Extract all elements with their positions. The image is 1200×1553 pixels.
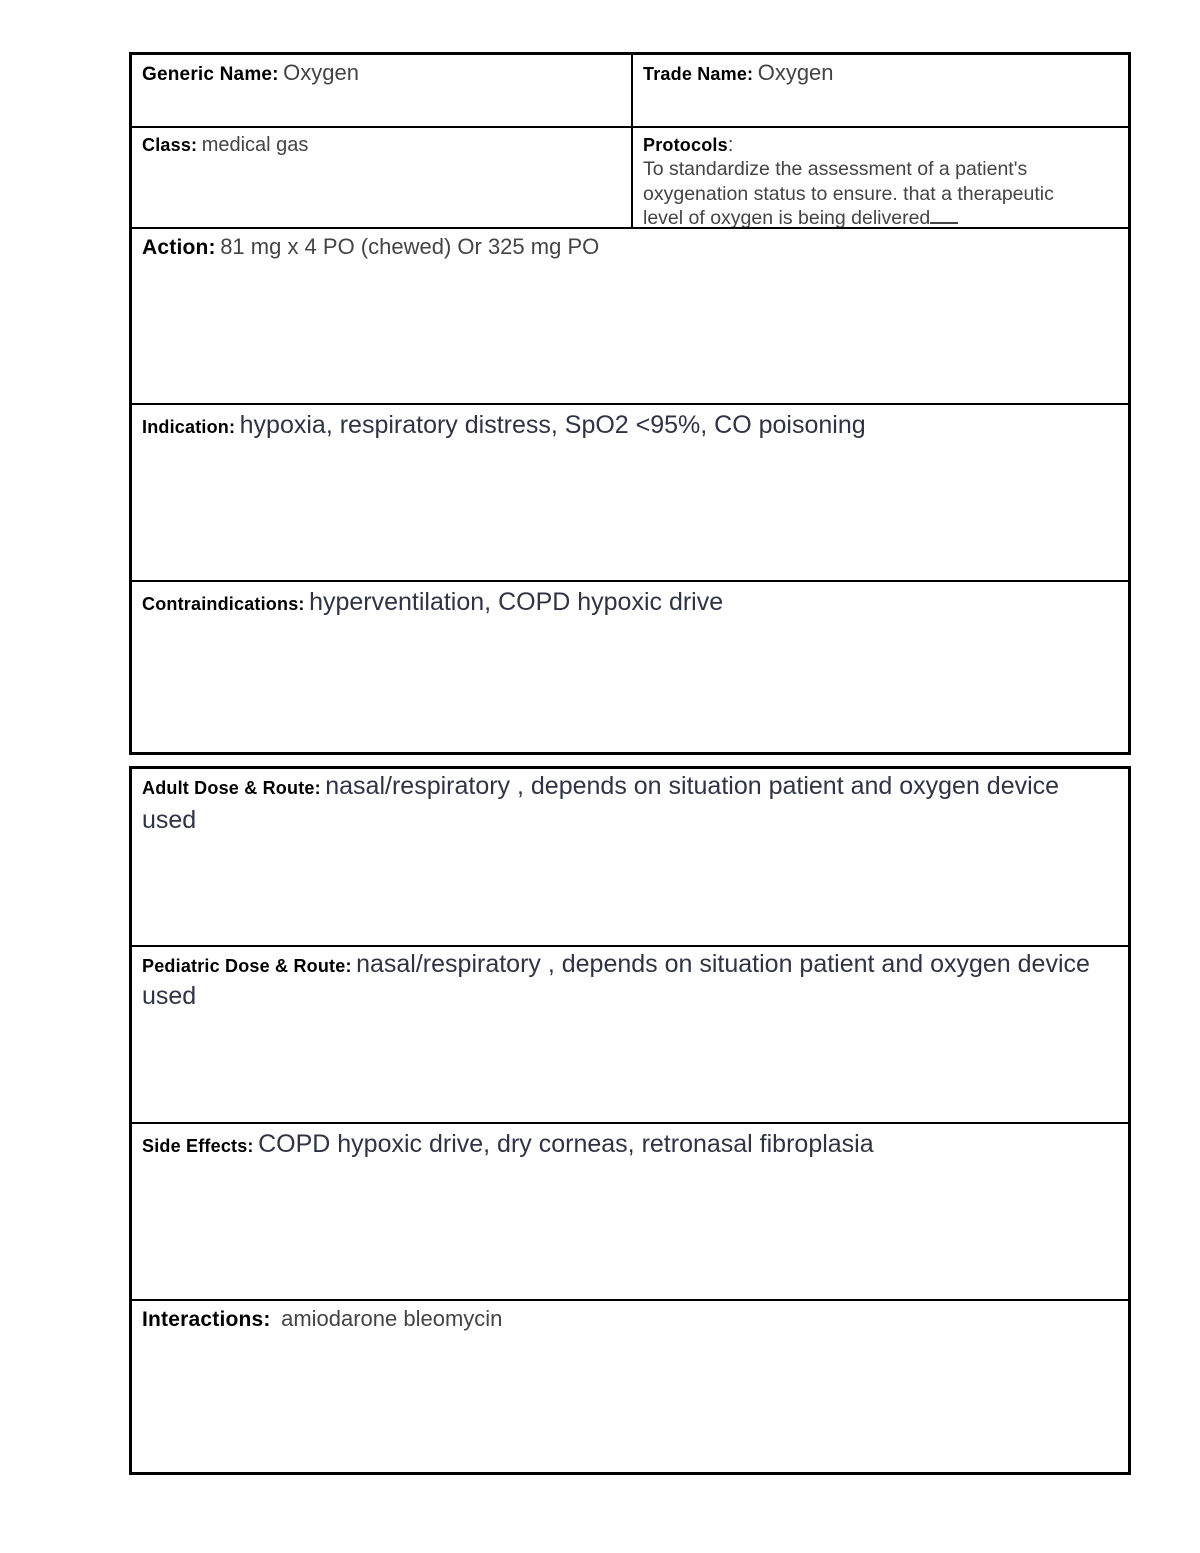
protocols-label: Protocols (643, 135, 728, 155)
trade-name-cell (633, 55, 1128, 126)
trade-name-value: Oxygen (757, 60, 834, 85)
action-value: 81 mg x 4 PO (chewed) Or 325 mg PO (220, 234, 600, 259)
adult-dose-label: Adult Dose & Route: (142, 778, 321, 798)
protocols-colon: : (727, 134, 734, 156)
protocols-underline (930, 221, 958, 224)
contraindications-value: hyperventilation, COPD hypoxic drive (309, 588, 724, 616)
names-row (132, 55, 1128, 126)
interactions-label: Interactions: (142, 1308, 271, 1331)
drug-card-top (129, 52, 1131, 755)
generic-name-value: Oxygen (283, 60, 359, 85)
contraindications-row (132, 580, 1128, 752)
class-cell (132, 128, 633, 227)
trade-name-label: Trade Name: (643, 64, 754, 84)
protocols-cell (633, 128, 1128, 227)
indication-row (132, 403, 1128, 580)
generic-name-label: Generic Name: (142, 64, 279, 85)
pediatric-dose-label: Pediatric Dose & Route: (142, 956, 352, 976)
generic-name-cell (132, 55, 633, 126)
protocols-line-2: oxygenation status to ensure. that a therapeutic (643, 182, 1054, 205)
interactions-row (132, 1299, 1128, 1472)
pediatric-dose-value: nasal/respiratory , depends on situation patient and oxygen device used (142, 950, 1090, 1010)
action-row (132, 227, 1128, 403)
adult-dose-value: nasal/respiratory , depends on situation patient and oxygen device used (142, 772, 1060, 834)
class-label: Class: (142, 135, 198, 155)
adult-dose-row (132, 769, 1128, 945)
side-effects-row (132, 1122, 1128, 1299)
protocols-line-3-text: level of oxygen is being delivered (643, 207, 931, 229)
indication-label: Indication: (142, 417, 236, 437)
action-label: Action: (142, 236, 216, 259)
drug-card-bottom (129, 766, 1131, 1475)
class-protocols-row (132, 126, 1128, 227)
indication-value: hypoxia, respiratory distress, SpO2 <95%, CO poisoning (239, 411, 866, 439)
side-effects-label: Side Effects: (142, 1136, 254, 1156)
interactions-value: amiodarone bleomycin (281, 1306, 503, 1331)
side-effects-value: COPD hypoxic drive, dry corneas, retronasal fibroplasia (258, 1130, 874, 1158)
contraindications-label: Contraindications: (142, 594, 305, 614)
protocols-line-1: To standardize the assessment of a patient's (643, 158, 1028, 180)
pediatric-dose-row (132, 945, 1128, 1122)
class-value: medical gas (201, 134, 309, 156)
